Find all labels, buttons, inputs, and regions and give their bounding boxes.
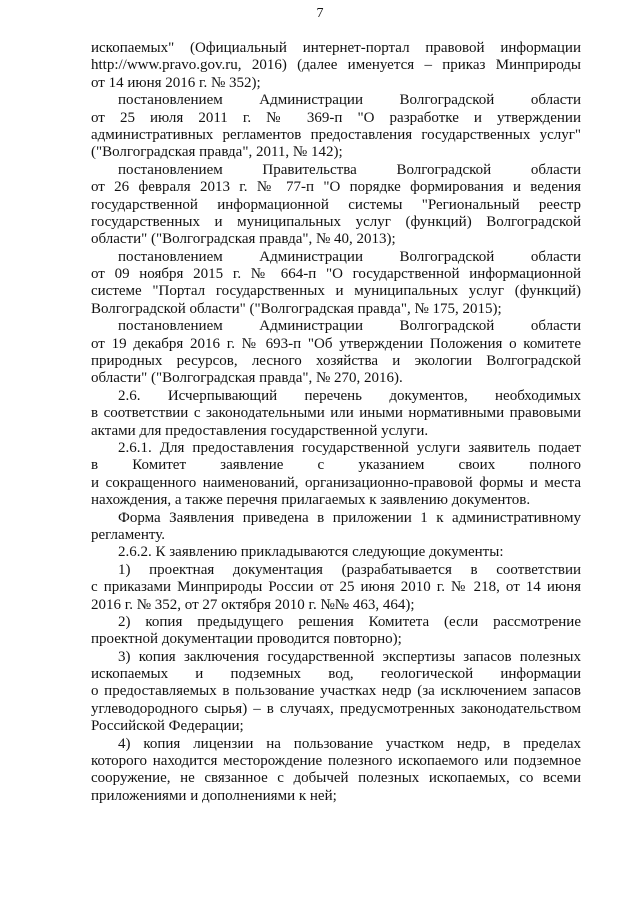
paragraph-line: от 26 февраля 2013 г. № 77-п "О порядке формирования и ведения	[91, 179, 581, 196]
paragraph	[91, 649, 581, 736]
paragraph-line: проектной документации проводится повторно);	[91, 631, 402, 648]
paragraph-line: от 09 ноября 2015 г. № 664-п "О государственной информационной	[91, 266, 581, 283]
paragraph-line: природных ресурсов, лесного хозяйства и экологии Волгоградской	[91, 353, 581, 370]
paragraph-line: http://www.pravo.gov.ru, 2016) (далее именуется – приказ Минприроды	[91, 57, 581, 74]
paragraph	[91, 40, 581, 92]
paragraph	[91, 162, 581, 249]
paragraph-line: от 14 июня 2016 г. № 352);	[91, 74, 261, 91]
paragraph-line: государственной информационной системы "Региональный реестр	[91, 196, 581, 213]
paragraph-line: Российской Федерации;	[91, 718, 244, 735]
paragraph-line: в соответствии с законодательными или иными нормативными правовыми	[91, 405, 581, 422]
paragraph-line: области" ("Волгоградская правда", № 40, 2013);	[91, 231, 396, 248]
paragraph-line: актами для предоставления государственной услуги.	[91, 422, 429, 439]
paragraph-line: нахождения, а также перечня прилагаемых к заявлению документов.	[91, 492, 531, 509]
paragraph-line: постановлением Правительства Волгоградской области	[118, 161, 581, 178]
paragraph	[91, 249, 581, 319]
paragraph	[91, 562, 581, 614]
paragraph	[91, 510, 581, 545]
paragraph-line: государственных и муниципальных услуг (функций) Волгоградской	[91, 213, 581, 230]
paragraph-line: постановлением Администрации Волгоградской области	[118, 248, 581, 265]
paragraph-line: о предоставляемых в пользование участках недр (за исключением запасов	[91, 683, 581, 700]
paragraph-line: 2.6. Исчерпывающий перечень документов, необходимых	[118, 387, 581, 404]
paragraph-line: Форма Заявления приведена в приложении 1 к административному	[118, 509, 581, 526]
paragraph-line: 3) копия заключения государственной экспертизы запасов полезных	[118, 648, 581, 665]
paragraph	[91, 440, 581, 510]
paragraph-line: ископаемых" (Официальный интернет-портал правовой информации	[91, 40, 581, 56]
paragraph-line: с приказами Минприроды России от 25 июня 2010 г. № 218, от 14 июня	[91, 579, 581, 596]
paragraph-line: ("Волгоградская правда", 2011, № 142);	[91, 144, 343, 161]
paragraph-line: области" ("Волгоградская правда", № 270, 2016).	[91, 370, 403, 387]
paragraph-line: от 25 июля 2011 г. № 369-п "О разработке и утверждении	[91, 109, 581, 126]
paragraph	[91, 614, 581, 649]
paragraph-line: в Комитет заявление с указанием своих полного	[91, 457, 581, 474]
paragraph-line: 2.6.1. Для предоставления государственной услуги заявитель подает	[118, 439, 581, 456]
paragraph-line: 2016 г. № 352, от 27 октября 2010 г. №№ 463, 464);	[91, 596, 415, 613]
paragraph-line: системе "Портал государственных и муниципальных услуг (функций)	[91, 283, 581, 300]
paragraph-line: сооружение, не связанное с добычей полезных ископаемых, со всеми	[91, 770, 581, 787]
paragraph-line: приложениями и дополнениями к ней;	[91, 787, 337, 804]
paragraph-line: которого находится месторождение полезного ископаемого или подземное	[91, 753, 581, 770]
paragraph-line: 1) проектная документация (разрабатывается в соответствии	[118, 561, 581, 578]
paragraph-line: и сокращенного наименований, организационно-правовой формы и места	[91, 474, 581, 491]
paragraph	[91, 388, 581, 440]
paragraph-line: 2) копия предыдущего решения Комитета (если рассмотрение	[118, 613, 581, 630]
paragraph-line: ископаемых и подземных вод, геологической информации	[91, 666, 581, 683]
paragraph-line: от 19 декабря 2016 г. № 693-п "Об утверждении Положения о комитете	[91, 335, 581, 352]
paragraph-line: 4) копия лицензии на пользование участком недр, в пределах	[118, 735, 581, 752]
paragraph-line: углеводородного сырья) – в случаях, предусмотренных законодательством	[91, 700, 581, 717]
paragraph-line: постановлением Администрации Волгоградской области	[118, 92, 581, 109]
paragraph	[91, 736, 581, 806]
document-body	[91, 40, 581, 805]
paragraph-line: административных регламентов предоставления государственных услуг"	[91, 126, 581, 143]
paragraph-line: постановлением Администрации Волгоградской области	[118, 318, 581, 335]
paragraph	[91, 92, 581, 162]
paragraph-line: регламенту.	[91, 526, 165, 543]
paragraph	[91, 544, 581, 561]
paragraph-line: Волгоградской области" ("Волгоградская правда", № 175, 2015);	[91, 300, 502, 317]
page-number: 7	[316, 6, 324, 21]
paragraph-line: 2.6.2. К заявлению прикладываются следующие документы:	[118, 544, 504, 561]
paragraph	[91, 318, 581, 388]
